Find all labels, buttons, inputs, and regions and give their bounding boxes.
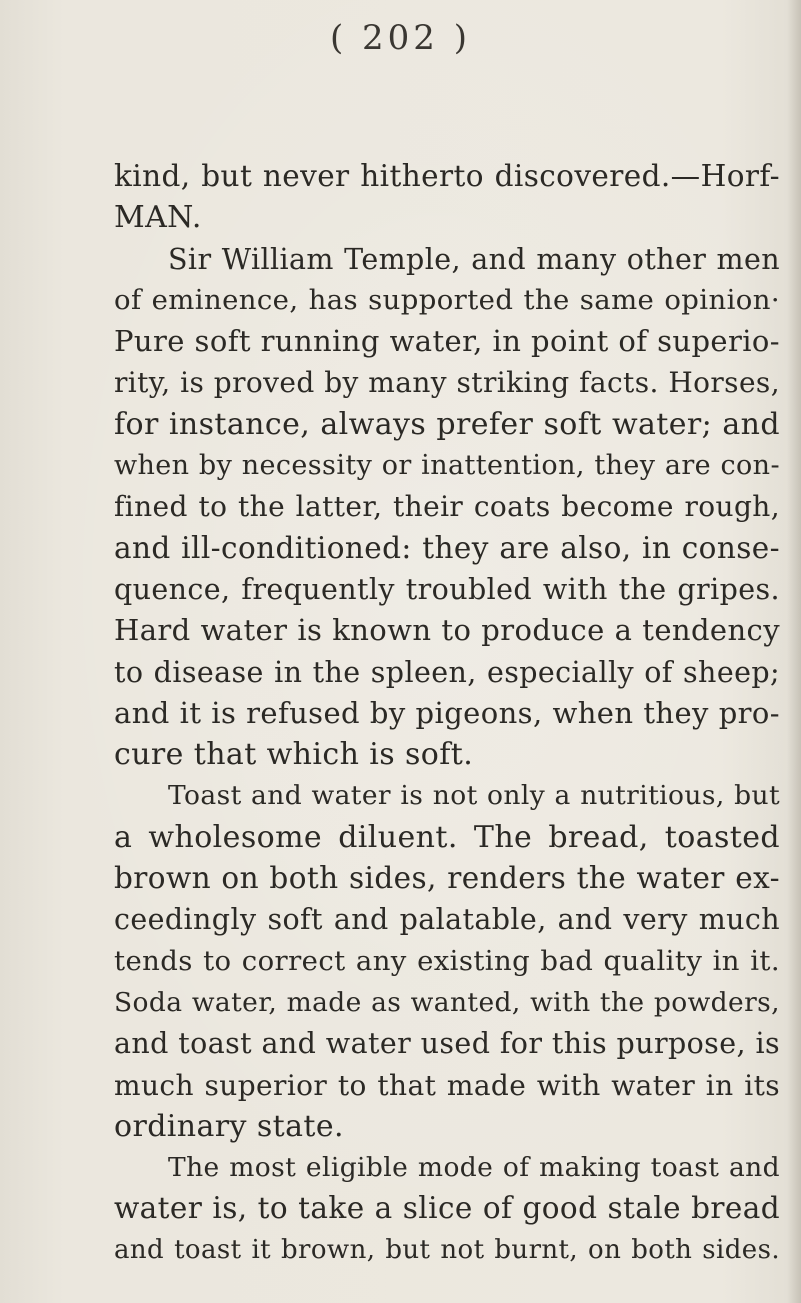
text-line: water is, to take a slice of good stale bread (114, 1191, 780, 1226)
text-line: of eminence, has supported the same opinion· (114, 283, 780, 316)
text-line: a wholesome diluent. The bread, toasted (114, 819, 780, 855)
text-line: and it is refused by pigeons, when they pro- (114, 695, 780, 730)
text-line: fined to the latter, their coats become rough, (114, 490, 780, 524)
text-line: and toast and water used for this purpose, is (114, 1027, 780, 1061)
text-line: Pure soft running water, in point of superio- (114, 324, 780, 359)
text-line: Soda water, made as wanted, with the powders, (114, 986, 780, 1018)
page-edge-shadow (787, 0, 801, 1303)
text-line: Sir William Temple, and many other men (168, 242, 780, 276)
body-text (114, 156, 780, 1271)
text-line: Toast and water is not only a nutritious, but (168, 780, 780, 812)
text-line: kind, but never hitherto discovered.—Horf- (114, 159, 780, 193)
text-line: ordinary state. (114, 1108, 344, 1144)
text-line: and toast it brown, but not burnt, on both sides. (114, 1234, 780, 1265)
text-line: brown on both sides, renders the water ex- (114, 861, 780, 896)
text-line: and ill-conditioned: they are also, in conse- (114, 530, 780, 565)
page-number: ( 202 ) (329, 18, 472, 58)
text-line: to disease in the spleen, especially of sheep; (114, 655, 780, 689)
text-line: MAN. (114, 200, 202, 236)
text-line: ceedingly soft and palatable, and very much (114, 903, 780, 937)
text-line: for instance, always prefer soft water; and (114, 406, 780, 442)
text-line: when by necessity or inattention, they are con- (114, 450, 780, 482)
text-line: cure that which is soft. (114, 737, 474, 773)
text-line: rity, is proved by many striking facts. Horses, (114, 366, 780, 400)
text-line: The most eligible mode of making toast and (168, 1152, 780, 1184)
text-line: Hard water is known to produce a tendency (114, 613, 780, 648)
text-line: quence, frequently troubled with the gripes. (114, 572, 780, 606)
text-line: much superior to that made with water in its (114, 1068, 780, 1102)
text-line: tends to correct any existing bad quality in it. (114, 944, 780, 977)
